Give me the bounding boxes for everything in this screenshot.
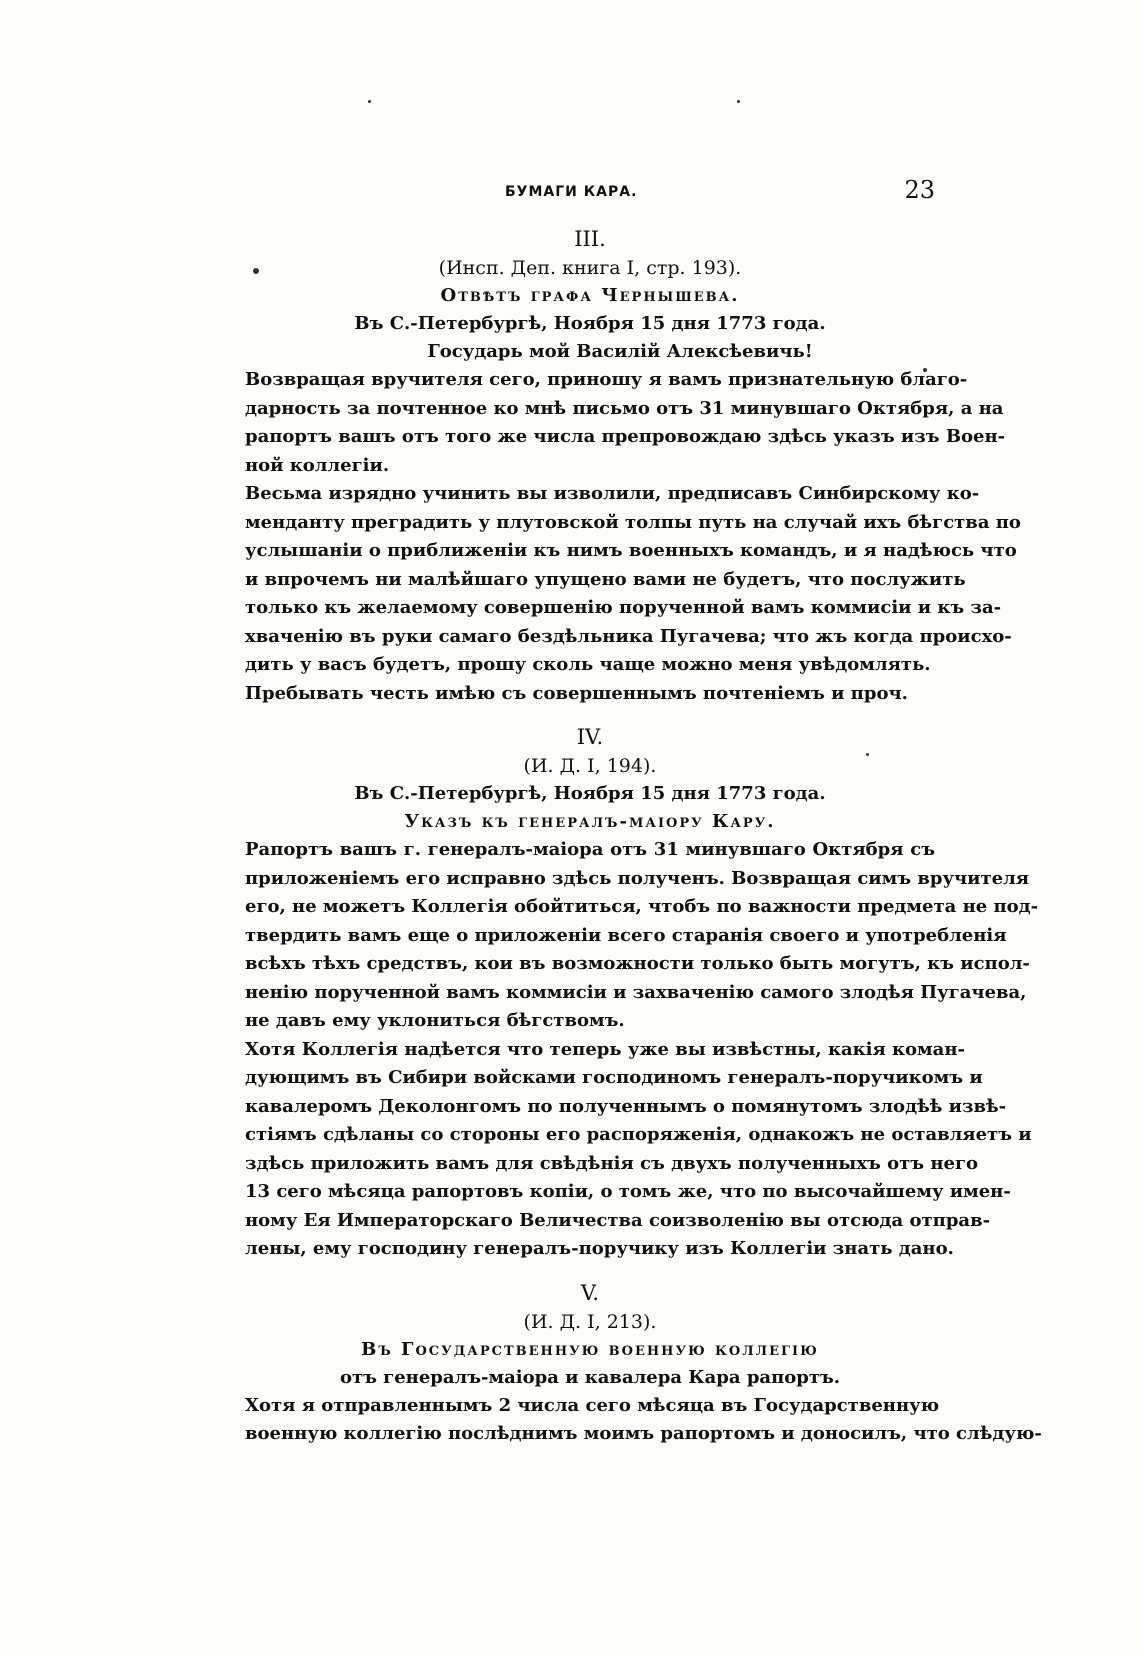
text-line: Хотя я отправленнымъ 2 числа сего мѣсяца въ Государственную <box>245 1394 940 1416</box>
section-gap <box>245 1264 935 1278</box>
report-subheading: отъ генералъ-маіора и кавалера Кара рапортъ. <box>339 1366 841 1388</box>
archive-reference: (Инсп. Деп. книга I, стр. 193). <box>438 257 742 279</box>
text-line: ной коллегіи. <box>245 454 390 476</box>
place-date: Въ С.-Петербургѣ, Ноября 15 дня 1773 года. <box>354 783 826 804</box>
text-line: только къ желаемому совершенію порученной вамъ коммисіи и къ за- <box>245 597 1002 618</box>
text-line: Хотя Коллегія надѣется что теперь уже вы извѣстны, какія коман- <box>245 1038 965 1060</box>
text-line: Весьма изрядно учинить вы изволили, предписавъ Синбирскому ко- <box>245 483 980 504</box>
text-line: твердить вамъ еще о приложеніи всего старанія своего и употребленія <box>245 924 1007 946</box>
salutation: Государь мой Василій Алексѣевичь! <box>427 341 813 362</box>
place-date: Въ С.-Петербургѣ, Ноября 15 дня 1773 года. <box>354 313 826 334</box>
text-line: дить у васъ будетъ, прошу сколь чаще можно меня увѣдомлять. <box>245 654 931 675</box>
print-speck <box>368 100 371 103</box>
decree-heading: Указъ къ генералъ-маіору Кару. <box>404 811 776 832</box>
text-line: здѣсь приложить вамъ для свѣдѣнія съ двухъ полученныхъ отъ него <box>245 1152 979 1174</box>
text-line: стіямъ сдѣланы со стороны его распоряженія, однакожъ не оставляетъ и <box>245 1124 1032 1145</box>
section-iv <box>245 722 1039 1264</box>
print-speck <box>737 100 740 103</box>
text-line: Рапортъ вашъ г. генералъ-маіора отъ 31 минувшаго Октября съ <box>245 839 935 860</box>
text-line: дующимъ въ Сибири войсками господиномъ генералъ-поручикомъ и <box>245 1067 983 1088</box>
text-line: менданту преградить у плутовской толпы путь на случай ихъ бѣгства по <box>245 511 1021 533</box>
text-line: ненію порученной вамъ коммисіи и захваченію самого злодѣя Пугачева, <box>245 981 1027 1003</box>
text-line: дарность за почтенное ко мнѣ письмо отъ 31 минувшаго Октября, а на <box>245 397 1004 419</box>
text-line: всѣхъ тѣхъ средствъ, кои въ возможности только быть могутъ, къ испол- <box>245 953 1030 974</box>
paragraph <box>245 480 1021 680</box>
text-line: военную коллегію послѣднимъ моимъ рапортомъ и доносилъ, что слѣдую- <box>245 1423 1042 1444</box>
archive-reference: (И. Д. I, 194). <box>523 755 657 777</box>
text-line: не давъ ему уклониться бѣгствомъ. <box>245 1010 625 1031</box>
paragraph <box>245 1392 1042 1449</box>
running-title: БУМАГИ КАРА. <box>505 184 638 200</box>
text-line: хваченію въ руки самаго бездѣльника Пугачева; что жъ когда происхо- <box>245 625 1012 647</box>
report-heading: Въ Государственную военную коллегію <box>361 1338 819 1360</box>
section-numeral: III. <box>574 227 606 251</box>
section-numeral: IV. <box>576 725 604 749</box>
text-line: 13 сего мѣсяца рапортовъ копіи, о томъ же, что по высочайшему имен- <box>245 1181 1011 1202</box>
text-line: услышаніи о приближеніи къ нимъ военныхъ командъ, и я надѣюсь что <box>245 540 1017 561</box>
text-line: его, не можетъ Коллегія обойтиться, чтобъ по важности предмета не под- <box>245 896 1039 917</box>
text-line: Пребывать честь имѣю съ совершеннымъ почтеніемъ и проч. <box>245 682 908 704</box>
archive-reference: (И. Д. I, 213). <box>523 1310 657 1333</box>
document-body <box>245 224 1042 1449</box>
text-line: рапортъ вашъ отъ того же числа препровождаю здѣсь указъ изъ Воен- <box>245 426 1006 447</box>
text-line: лены, ему господину генералъ-поручику изъ Коллегіи знать дано. <box>245 1238 954 1259</box>
text-line: ному Ея Императорскаго Величества соизволенію вы отсюда отправ- <box>245 1209 991 1231</box>
paragraph <box>245 680 935 709</box>
text-line: приложеніемъ его исправно здѣсь полученъ. Возвращая симъ вручителя <box>245 867 1030 889</box>
text-line: Возвращая вручителя сего, приношу я вамъ признательную благо- <box>245 369 968 390</box>
page-number: 23 <box>904 176 935 204</box>
section-v <box>245 1278 1042 1449</box>
section-numeral: V. <box>580 1280 600 1305</box>
paragraph <box>245 366 1006 480</box>
running-head <box>245 176 935 210</box>
section-iii <box>245 224 1021 708</box>
text-line: и впрочемъ ни малѣйшаго упущено вами не будетъ, что послужить <box>245 568 966 590</box>
paragraph <box>245 836 1039 1036</box>
text-line: кавалеромъ Деколонгомъ по полученнымъ о помянутомъ злодѣѣ извѣ- <box>245 1095 1007 1117</box>
paragraph <box>245 1036 1032 1264</box>
letter-heading: Отвѣтъ графа Чернышева. <box>440 285 740 306</box>
section-gap <box>245 708 935 722</box>
